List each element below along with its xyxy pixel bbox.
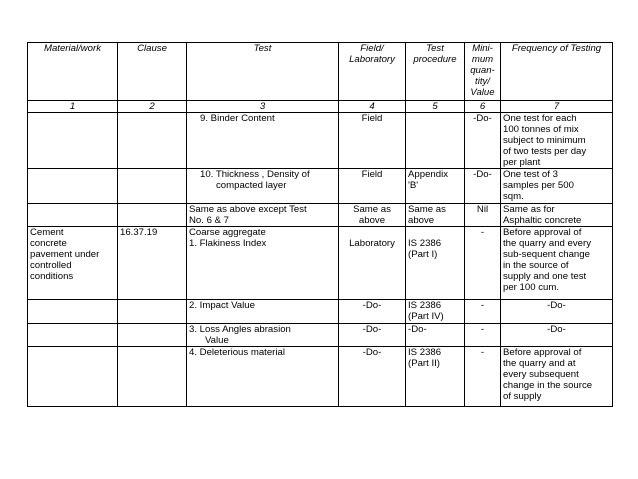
column-number: 6	[465, 101, 501, 113]
test-text: Same as above except Test	[189, 204, 307, 215]
minimum-cell: -	[465, 300, 501, 324]
column-number: 2	[118, 101, 187, 113]
frequency-text: subject to minimum	[503, 135, 586, 146]
table-row	[28, 169, 613, 204]
field-lab-cell: Field	[339, 169, 406, 204]
procedure-text: Same as	[408, 204, 446, 215]
test-cell	[187, 324, 339, 347]
frequency-text: of two tests per day	[503, 146, 587, 157]
clause-cell	[118, 169, 187, 204]
minimum-cell: -Do-	[465, 113, 501, 169]
procedure-text: (Part II)	[408, 358, 440, 369]
procedure-text: 'B'	[408, 180, 419, 191]
procedure-cell	[406, 204, 465, 227]
field-lab-cell	[339, 227, 406, 300]
procedure-text: IS 2386	[408, 300, 442, 311]
procedure-text: IS 2386	[408, 238, 442, 249]
clause-cell	[118, 204, 187, 227]
clause-cell	[118, 347, 187, 407]
frequency-text: Same as for	[503, 204, 555, 215]
frequency-text: sub-sequent change	[503, 249, 590, 260]
header-text: Test	[426, 43, 444, 54]
table-row	[28, 204, 613, 227]
frequency-text: in the source of	[503, 260, 569, 271]
field-text: Laboratory	[349, 238, 395, 249]
test-text: compacted layer	[216, 180, 287, 191]
procedure-cell	[406, 300, 465, 324]
frequency-cell	[501, 347, 613, 407]
frequency-text: supply and one test	[503, 271, 587, 282]
material-cell	[28, 204, 118, 227]
column-number: 7	[501, 101, 613, 113]
header-text: Value	[470, 87, 495, 98]
procedure-text: IS 2386	[408, 347, 442, 358]
minimum-cell: -	[465, 324, 501, 347]
frequency-text: One test of 3	[503, 169, 558, 180]
procedure-cell: -Do-	[406, 324, 465, 347]
material-text: concrete	[30, 238, 67, 249]
table-row	[28, 324, 613, 347]
header-test-procedure	[406, 43, 465, 101]
material-cell	[28, 113, 118, 169]
procedure-cell	[406, 347, 465, 407]
procedure-cell	[406, 169, 465, 204]
header-text: quan-	[470, 65, 495, 76]
material-cell	[28, 300, 118, 324]
header-text: tity/	[475, 76, 490, 87]
testing-frequency-table	[27, 42, 613, 407]
test-cell: 2. Impact Value	[187, 300, 339, 324]
minimum-cell: -	[465, 227, 501, 300]
minimum-cell: -Do-	[465, 169, 501, 204]
column-number: 3	[187, 101, 339, 113]
frequency-text: Before approval of	[503, 347, 582, 358]
test-text: Value	[205, 335, 229, 346]
test-text: Coarse aggregate	[189, 227, 266, 238]
table-row	[28, 113, 613, 169]
minimum-cell: Nil	[465, 204, 501, 227]
frequency-cell	[501, 204, 613, 227]
frequency-text: sqm.	[503, 191, 524, 202]
header-test: Test	[187, 43, 339, 101]
test-cell	[187, 169, 339, 204]
frequency-text: of supply	[503, 391, 542, 402]
procedure-text: above	[408, 215, 435, 226]
procedure-cell	[406, 227, 465, 300]
frequency-text: change in the source	[503, 380, 593, 391]
table-row	[28, 227, 613, 300]
procedure-text: (Part IV)	[408, 311, 444, 322]
procedure-cell	[406, 113, 465, 169]
test-text: No. 6 & 7	[189, 215, 229, 226]
frequency-cell: -Do-	[501, 324, 613, 347]
frequency-text: per plant	[503, 157, 541, 168]
header-minimum-value	[465, 43, 501, 101]
column-number: 1	[28, 101, 118, 113]
material-text: Cement	[30, 227, 64, 238]
header-frequency-of-testing: Frequency of Testing	[501, 43, 613, 101]
field-text: Same as	[353, 204, 391, 215]
header-text: Laboratory	[349, 54, 395, 65]
frequency-cell	[501, 227, 613, 300]
material-text: pavement under	[30, 249, 100, 260]
procedure-text: Appendix	[408, 169, 449, 180]
clause-cell	[118, 300, 187, 324]
frequency-text: samples per 500	[503, 180, 574, 191]
frequency-text: the quarry and every	[503, 238, 591, 249]
clause-cell: 16.37.19	[118, 227, 187, 300]
clause-cell	[118, 113, 187, 169]
test-cell: 4. Deleterious material	[187, 347, 339, 407]
frequency-cell	[501, 113, 613, 169]
test-cell	[187, 227, 339, 300]
header-text: Mini-	[472, 43, 493, 54]
test-text: 10. Thickness , Density of	[200, 169, 310, 180]
field-lab-cell: -Do-	[339, 324, 406, 347]
field-text: above	[358, 215, 386, 226]
material-text: conditions	[30, 271, 74, 282]
header-text: Field/	[360, 43, 384, 54]
field-lab-cell: -Do-	[339, 300, 406, 324]
frequency-cell: -Do-	[501, 300, 613, 324]
clause-cell	[118, 324, 187, 347]
test-text: 3. Loss Angles abrasion	[189, 324, 291, 335]
frequency-text: the quarry and at	[503, 358, 576, 369]
header-field-laboratory	[339, 43, 406, 101]
header-material-work: Material/work	[28, 43, 118, 101]
field-lab-cell: Field	[339, 113, 406, 169]
column-number: 4	[339, 101, 406, 113]
header-text: mum	[471, 54, 494, 65]
material-cell	[28, 227, 118, 300]
table-row	[28, 347, 613, 407]
frequency-cell	[501, 169, 613, 204]
procedure-text: (Part I)	[408, 249, 438, 260]
field-lab-cell	[339, 204, 406, 227]
frequency-text: Before approval of	[503, 227, 582, 238]
frequency-text: Asphaltic concrete	[503, 215, 582, 226]
header-text: procedure	[413, 54, 457, 65]
frequency-text: every subsequent	[503, 369, 579, 380]
header-clause: Clause	[118, 43, 187, 101]
table-row	[28, 300, 613, 324]
material-cell	[28, 169, 118, 204]
column-number: 5	[406, 101, 465, 113]
test-cell: 9. Binder Content	[187, 113, 339, 169]
field-lab-cell: -Do-	[339, 347, 406, 407]
material-cell	[28, 324, 118, 347]
frequency-text: per 100 cum.	[503, 282, 559, 293]
minimum-cell: -	[465, 347, 501, 407]
header-row	[28, 43, 613, 101]
material-text: controlled	[30, 260, 72, 271]
column-number-row	[28, 101, 613, 113]
test-cell	[187, 204, 339, 227]
frequency-text: 100 tonnes of mix	[503, 124, 579, 135]
frequency-text: One test for each	[503, 113, 577, 124]
test-text: 1. Flakiness Index	[189, 238, 267, 249]
material-cell	[28, 347, 118, 407]
